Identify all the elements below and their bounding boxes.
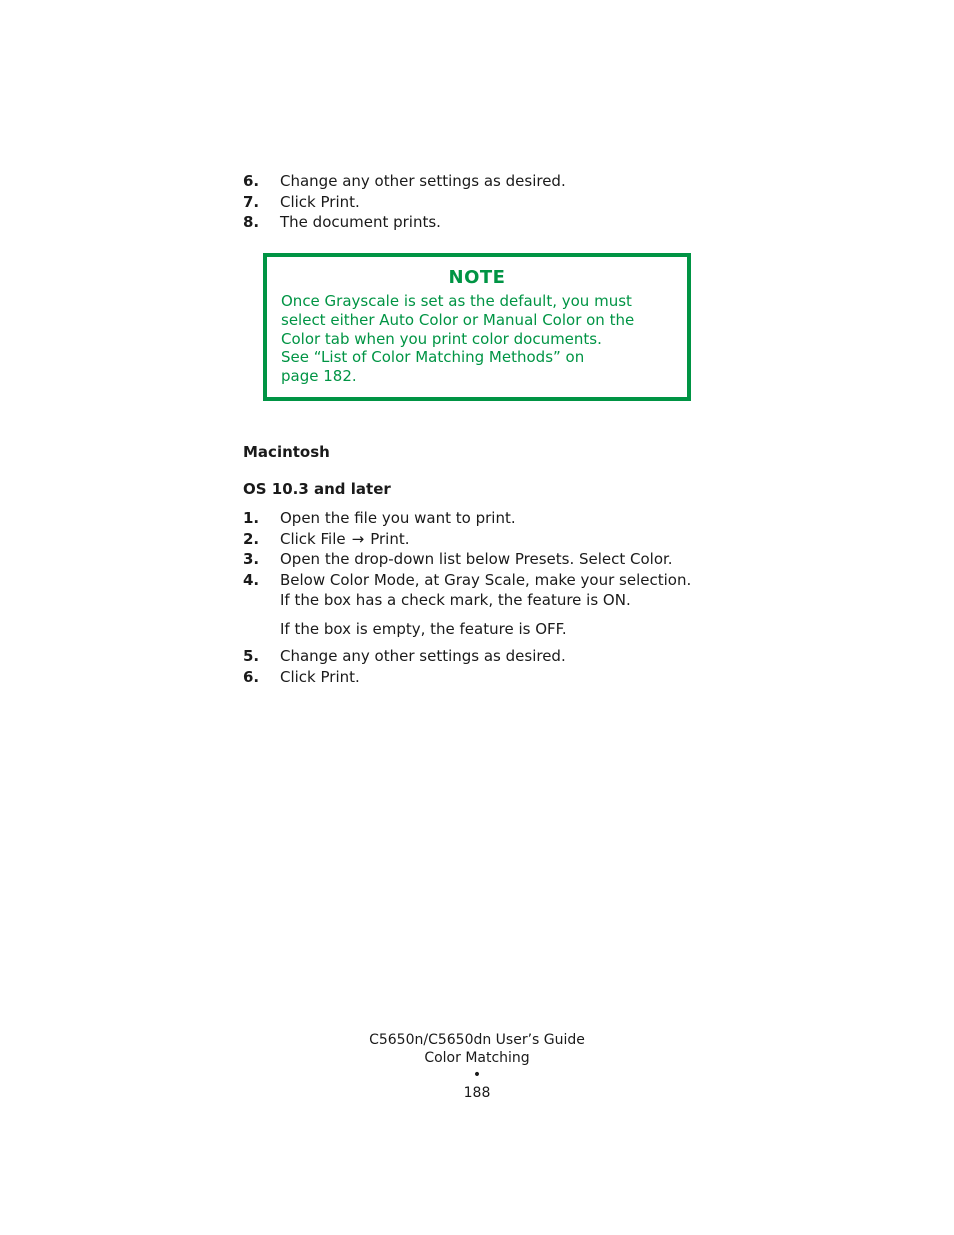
heading-os-version: OS 10.3 and later	[243, 480, 391, 498]
page-footer	[0, 1032, 954, 1102]
arrow-right-icon: →	[351, 529, 365, 548]
step-text: Open the file you want to print.	[280, 509, 516, 527]
note-line: select either Auto Color or Manual Color on the	[281, 310, 635, 329]
step-number: 8.	[243, 213, 260, 231]
step-number: 6.	[243, 172, 260, 190]
step-text: The document prints.	[280, 213, 441, 231]
list-item	[243, 667, 566, 688]
note-title: NOTE	[448, 267, 506, 288]
steps-list-macintosh-continued	[243, 646, 566, 687]
step-number: 3.	[243, 550, 260, 568]
footer-section: Color Matching	[424, 1049, 530, 1066]
step-number: 2.	[243, 529, 260, 548]
step-number: 6.	[243, 667, 260, 686]
step-subtext: If the box has a check mark, the feature is ON.	[280, 591, 631, 609]
step-number: 7.	[243, 192, 260, 211]
step-text: Open the drop-down list below Presets. Select Color.	[280, 550, 673, 568]
list-item	[243, 549, 691, 570]
list-item	[243, 508, 691, 529]
list-item	[243, 212, 566, 233]
bullet-icon: •	[472, 1067, 482, 1083]
page-number: 188	[463, 1084, 491, 1101]
steps-list-macintosh	[243, 508, 691, 639]
step-text: Print.	[370, 529, 410, 548]
step-text: Click File	[280, 529, 346, 548]
list-item	[243, 192, 566, 213]
footer-section-line	[0, 1050, 954, 1103]
list-item	[243, 171, 566, 192]
heading-macintosh: Macintosh	[243, 443, 330, 461]
footer-guide-title: C5650n/C5650dn User’s Guide	[369, 1032, 585, 1048]
step-text: Click Print.	[280, 192, 360, 211]
note-body	[281, 292, 673, 386]
list-item	[243, 529, 691, 550]
step-number: 5.	[243, 647, 260, 665]
note-box	[263, 253, 691, 401]
step-number: 1.	[243, 509, 260, 527]
note-line: See “List of Color Matching Methods” on	[281, 348, 585, 367]
note-line: Once Grayscale is set as the default, you must	[281, 292, 632, 310]
note-line: page 182.	[281, 367, 357, 386]
step-text: Change any other settings as desired.	[280, 172, 566, 190]
list-item	[243, 646, 566, 667]
note-line: Color tab when you print color documents.	[281, 329, 602, 348]
step-text: Change any other settings as desired.	[280, 647, 566, 665]
list-item	[243, 570, 691, 640]
steps-list-top	[243, 171, 566, 233]
step-number: 4.	[243, 570, 260, 589]
step-text: Below Color Mode, at Gray Scale, make your selection.	[280, 570, 692, 589]
step-paragraph: If the box is empty, the feature is OFF.	[280, 619, 567, 638]
step-text: Click Print.	[280, 667, 360, 686]
